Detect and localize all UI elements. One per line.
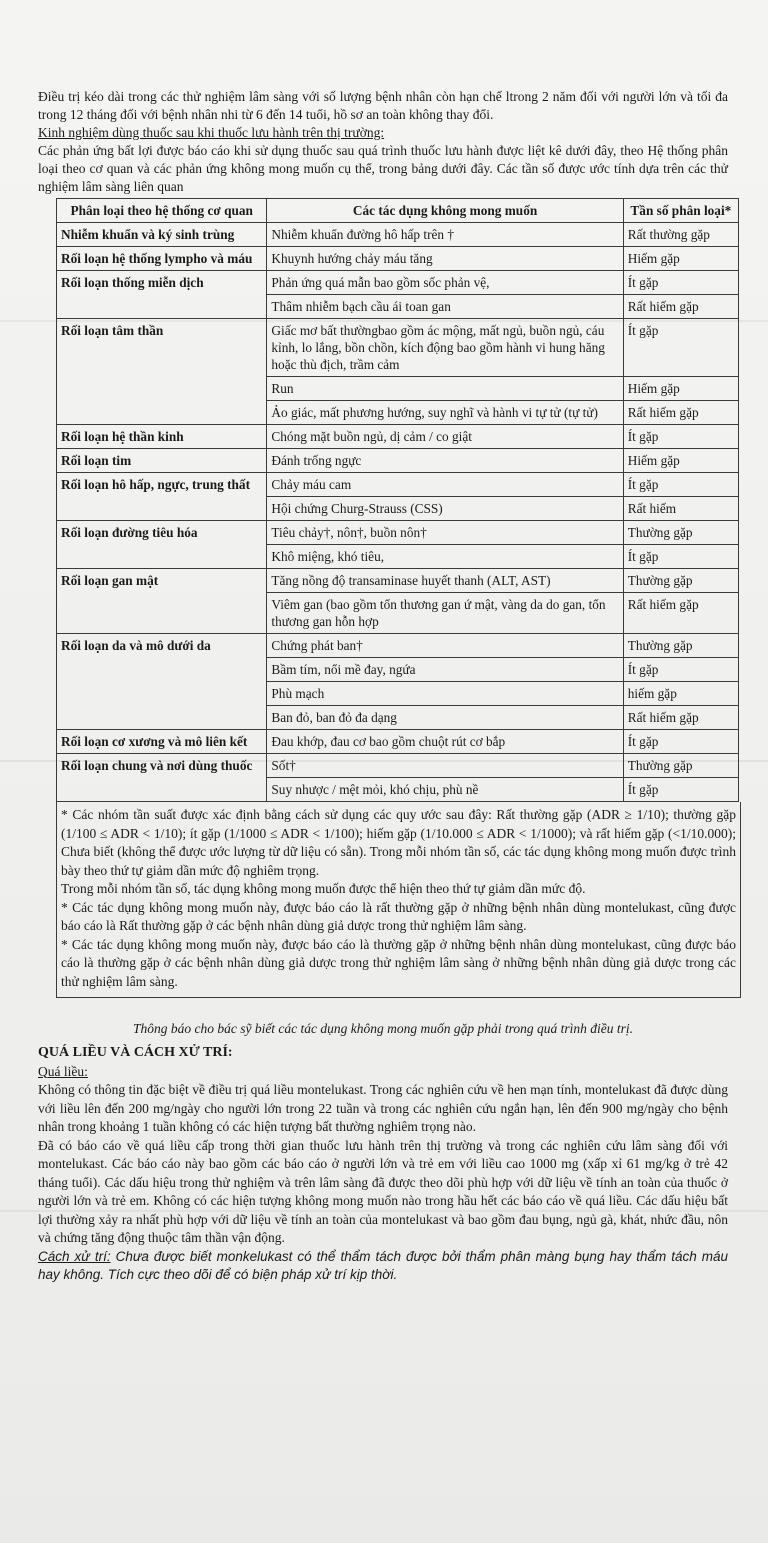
- footnote: Trong mỗi nhóm tần số, tác dụng không mong muốn được thể hiện theo thứ tự giảm dần mức độ.: [61, 881, 586, 896]
- cell-adverse-effect: Run: [267, 377, 623, 401]
- cell-system-organ-class: Rối loạn hệ thống lympho và máu: [57, 247, 267, 271]
- cell-adverse-effect: Sốt†: [267, 754, 623, 778]
- cell-frequency: Rất hiếm gặp: [623, 593, 738, 634]
- cell-adverse-effect: Chứng phát ban†: [267, 634, 623, 658]
- treatment-label: Cách xử trí:: [38, 1248, 111, 1264]
- cell-system-organ-class: Rối loạn gan mật: [57, 569, 267, 634]
- cell-frequency: Ít gặp: [623, 425, 738, 449]
- table-row: [57, 223, 739, 247]
- cell-adverse-effect: Nhiễm khuẩn đường hô hấp trên †: [267, 223, 623, 247]
- footnotes-box: [56, 802, 741, 998]
- cell-frequency: Rất thường gặp: [623, 223, 738, 247]
- cell-adverse-effect: Đánh trống ngực: [267, 449, 623, 473]
- cell-frequency: Hiếm gặp: [623, 449, 738, 473]
- cell-system-organ-class: Rối loạn tim: [57, 449, 267, 473]
- cell-adverse-effect: Chóng mặt buồn ngủ, dị cảm / co giật: [267, 425, 623, 449]
- cell-adverse-effect: Chảy máu cam: [267, 473, 623, 497]
- document-content: [38, 88, 736, 1285]
- cell-system-organ-class: Nhiễm khuẩn và ký sinh trùng: [57, 223, 267, 247]
- overdose-paragraph-2: Đã có báo cáo về quá liều cấp trong thời gian thuốc lưu hành trên thị trường và trong các nghiên cứu lâm sàng đối với montelukast. Các báo cáo này bao gồm các báo cáo ở người lớn và trẻ em với liều cao 1000 mg (xấp xỉ 61 mg/kg ở trẻ 42 tháng tuổi). Các dấu hiệu trong thử nghiệm và trên lâm sàng đã được theo dõi phù hợp với dữ liệu về tính an toàn của thuốc ở người lớn và trẻ em. Không có các hiện tượng không mong muốn nào trong hầu hết các báo cáo về quá liều. Các dấu hiệu bất lợi thường xảy ra nhất phù hợp với dữ liệu về tính an toàn của montelukast và bao gồm đau bụng, ngủ gà, khát, nhức đầu, nôn và chứng tăng động thuộc tâm thần vận động.: [38, 1137, 728, 1245]
- cell-adverse-effect: Khô miệng, khó tiêu,: [267, 545, 623, 569]
- cell-frequency: Rất hiếm gặp: [623, 706, 738, 730]
- overdose-heading: QUÁ LIỀU VÀ CÁCH XỬ TRÍ:: [38, 1045, 233, 1060]
- intro-paragraph: Điều trị kéo dài trong các thử nghiệm lâm sàng với số lượng bệnh nhân còn hạn chế ltrong 2 năm đối với người lớn và tối đa trong 12 tháng đối với bệnh nhân nhi từ 6 đến 14 tuổi, hồ sơ an toàn không thay đổi.: [38, 89, 728, 122]
- cell-system-organ-class: Rối loạn đường tiêu hóa: [57, 521, 267, 569]
- treatment-text: Chưa được biết monkelukast có thể thẩm tách được bởi thẩm phân màng bụng hay thẩm tách máu hay không. Tích cực theo dõi để có biện pháp xử trí kịp thời.: [38, 1248, 728, 1282]
- cell-system-organ-class: Rối loạn chung và nơi dùng thuốc: [57, 754, 267, 802]
- cell-frequency: Ít gặp: [623, 319, 738, 377]
- intro-paragraph-2: Các phản ứng bất lợi được báo cáo khi sử dụng thuốc sau quá trình thuốc lưu hành được liệt kê dưới đây, theo Hệ thống phân loại theo cơ quan và các phản ứng không mong muốn cụ thể, trong bảng dưới đây. Các tần số được ước tính dựa trên các thử nghiệm lâm sàng liên quan: [38, 143, 728, 194]
- overdose-subheading: Quá liều:: [38, 1063, 88, 1079]
- table-row: [57, 634, 739, 658]
- cell-frequency: Ít gặp: [623, 730, 738, 754]
- cell-adverse-effect: Thâm nhiễm bạch cầu ái toan gan: [267, 295, 623, 319]
- cell-system-organ-class: Rối loạn cơ xương và mô liên kết: [57, 730, 267, 754]
- header-system-organ-class: Phân loại theo hệ thống cơ quan: [57, 199, 267, 223]
- cell-system-organ-class: Rối loạn da và mô dưới da: [57, 634, 267, 730]
- footnote: * Các tác dụng không mong muốn này, được báo cáo là thường gặp ở những bệnh nhân dùng montelukast, cũng được báo cáo là thường gặp ở các bệnh nhân dùng giả dược trong thử nghiệm lâm sàng ở những bệnh nhân dùng giả dược trong các thử nghiệm lâm sàng.: [61, 936, 736, 989]
- table-row: [57, 449, 739, 473]
- overdose-section: [38, 1044, 728, 1285]
- table-row: [57, 247, 739, 271]
- cell-frequency: Ít gặp: [623, 545, 738, 569]
- table-row: [57, 521, 739, 545]
- header-frequency: Tần số phân loại*: [623, 199, 738, 223]
- cell-adverse-effect: Đau khớp, đau cơ bao gồm chuột rút cơ bắp: [267, 730, 623, 754]
- cell-frequency: Thường gặp: [623, 754, 738, 778]
- cell-system-organ-class: Rối loạn hệ thần kinh: [57, 425, 267, 449]
- cell-adverse-effect: Ban đỏ, ban đỏ đa dạng: [267, 706, 623, 730]
- cell-system-organ-class: Rối loạn tâm thần: [57, 319, 267, 425]
- cell-frequency: Thường gặp: [623, 521, 738, 545]
- adverse-reactions-table: [56, 198, 739, 802]
- table-header-row: [57, 199, 739, 223]
- cell-frequency: Hiếm gặp: [623, 247, 738, 271]
- cell-frequency: Ít gặp: [623, 778, 738, 802]
- cell-adverse-effect: Suy nhược / mệt mỏi, khó chịu, phù nề: [267, 778, 623, 802]
- cell-frequency: Ít gặp: [623, 658, 738, 682]
- cell-frequency: hiếm gặp: [623, 682, 738, 706]
- doctor-notice: Thông báo cho bác sỹ biết các tác dụng không mong muốn gặp phải trong quá trình điều trị.: [132, 1021, 634, 1036]
- header-adverse-effects: Các tác dụng không mong muốn: [267, 199, 623, 223]
- table-row: [57, 754, 739, 778]
- cell-frequency: Rất hiếm: [623, 497, 738, 521]
- cell-adverse-effect: Ảo giác, mất phương hướng, suy nghĩ và hành vi tự tử (tự tử): [267, 401, 623, 425]
- cell-adverse-effect: Hội chứng Churg-Strauss (CSS): [267, 497, 623, 521]
- footnote: * Các nhóm tần suất được xác định bằng cách sử dụng các quy ước sau đây: Rất thường gặp (ADR ≥ 1/10); thường gặp (1/100 ≤ ADR < 1/10); ít gặp (1/1000 ≤ ADR < 1/100); hiếm gặp (1/10.000 ≤ ADR < 1/1000); và rất hiếm gặp (<1/10.000); Chưa biết (không thể được ước lượng từ dữ liệu có sẵn). Trong mỗi nhóm tần số, các tác dụng không mong muốn được trình bày theo thứ tự giảm dần mức độ nghiêm trọng.: [61, 807, 736, 878]
- cell-frequency: Thường gặp: [623, 634, 738, 658]
- table-row: [57, 473, 739, 497]
- table-row: [57, 425, 739, 449]
- table-row: [57, 569, 739, 593]
- cell-adverse-effect: Viêm gan (bao gồm tổn thương gan ứ mật, vàng da do gan, tổn thương gan hỗn hợp: [267, 593, 623, 634]
- cell-frequency: Ít gặp: [623, 271, 738, 295]
- table-body: [57, 223, 739, 802]
- cell-adverse-effect: Giấc mơ bất thườngbao gồm ác mộng, mất ngủ, buồn ngủ, cáu kỉnh, lo lắng, bồn chồn, kích động bao gồm hành vi hung hăng hoặc thù địch, trầm cảm: [267, 319, 623, 377]
- cell-frequency: Rất hiếm gặp: [623, 295, 738, 319]
- cell-system-organ-class: Rối loạn hô hấp, ngực, trung thất: [57, 473, 267, 521]
- cell-frequency: Rất hiếm gặp: [623, 401, 738, 425]
- cell-adverse-effect: Phản ứng quá mẫn bao gồm sốc phản vệ,: [267, 271, 623, 295]
- overdose-paragraph-1: Không có thông tin đặc biệt về điều trị quá liều montelukast. Trong các nghiên cứu về hen mạn tính, montelukast đã được dùng với liều lên đến 200 mg/ngày cho người lớn trong 22 tuần và trong các nghiên cứu ngắn hạn, lên đến 900 mg/ngày cho bệnh nhân trong khoảng 1 tuần không có các hiện tượng bất thường nghiêm trọng nào.: [38, 1082, 728, 1134]
- cell-adverse-effect: Phù mạch: [267, 682, 623, 706]
- section-heading: Kinh nghiệm dùng thuốc sau khi thuốc lưu hành trên thị trường:: [38, 125, 385, 140]
- table-row: [57, 730, 739, 754]
- cell-frequency: Thường gặp: [623, 569, 738, 593]
- table-row: [57, 319, 739, 377]
- cell-adverse-effect: Khuynh hướng chảy máu tăng: [267, 247, 623, 271]
- cell-adverse-effect: Bầm tím, nổi mề đay, ngứa: [267, 658, 623, 682]
- footnote: * Các tác dụng không mong muốn này, được báo cáo là rất thường gặp ở những bệnh nhân dùng montelukast, cũng được báo cáo là Rất thường gặp ở các bệnh nhân dùng giả dược trong thử nghiệm lâm sàng.: [61, 899, 736, 933]
- cell-frequency: Ít gặp: [623, 473, 738, 497]
- cell-frequency: Hiếm gặp: [623, 377, 738, 401]
- cell-system-organ-class: Rối loạn thống miễn dịch: [57, 271, 267, 319]
- treatment-paragraph: [38, 1248, 728, 1285]
- table-row: [57, 271, 739, 295]
- cell-adverse-effect: Tiêu chảy†, nôn†, buồn nôn†: [267, 521, 623, 545]
- cell-adverse-effect: Tăng nồng độ transaminase huyết thanh (ALT, AST): [267, 569, 623, 593]
